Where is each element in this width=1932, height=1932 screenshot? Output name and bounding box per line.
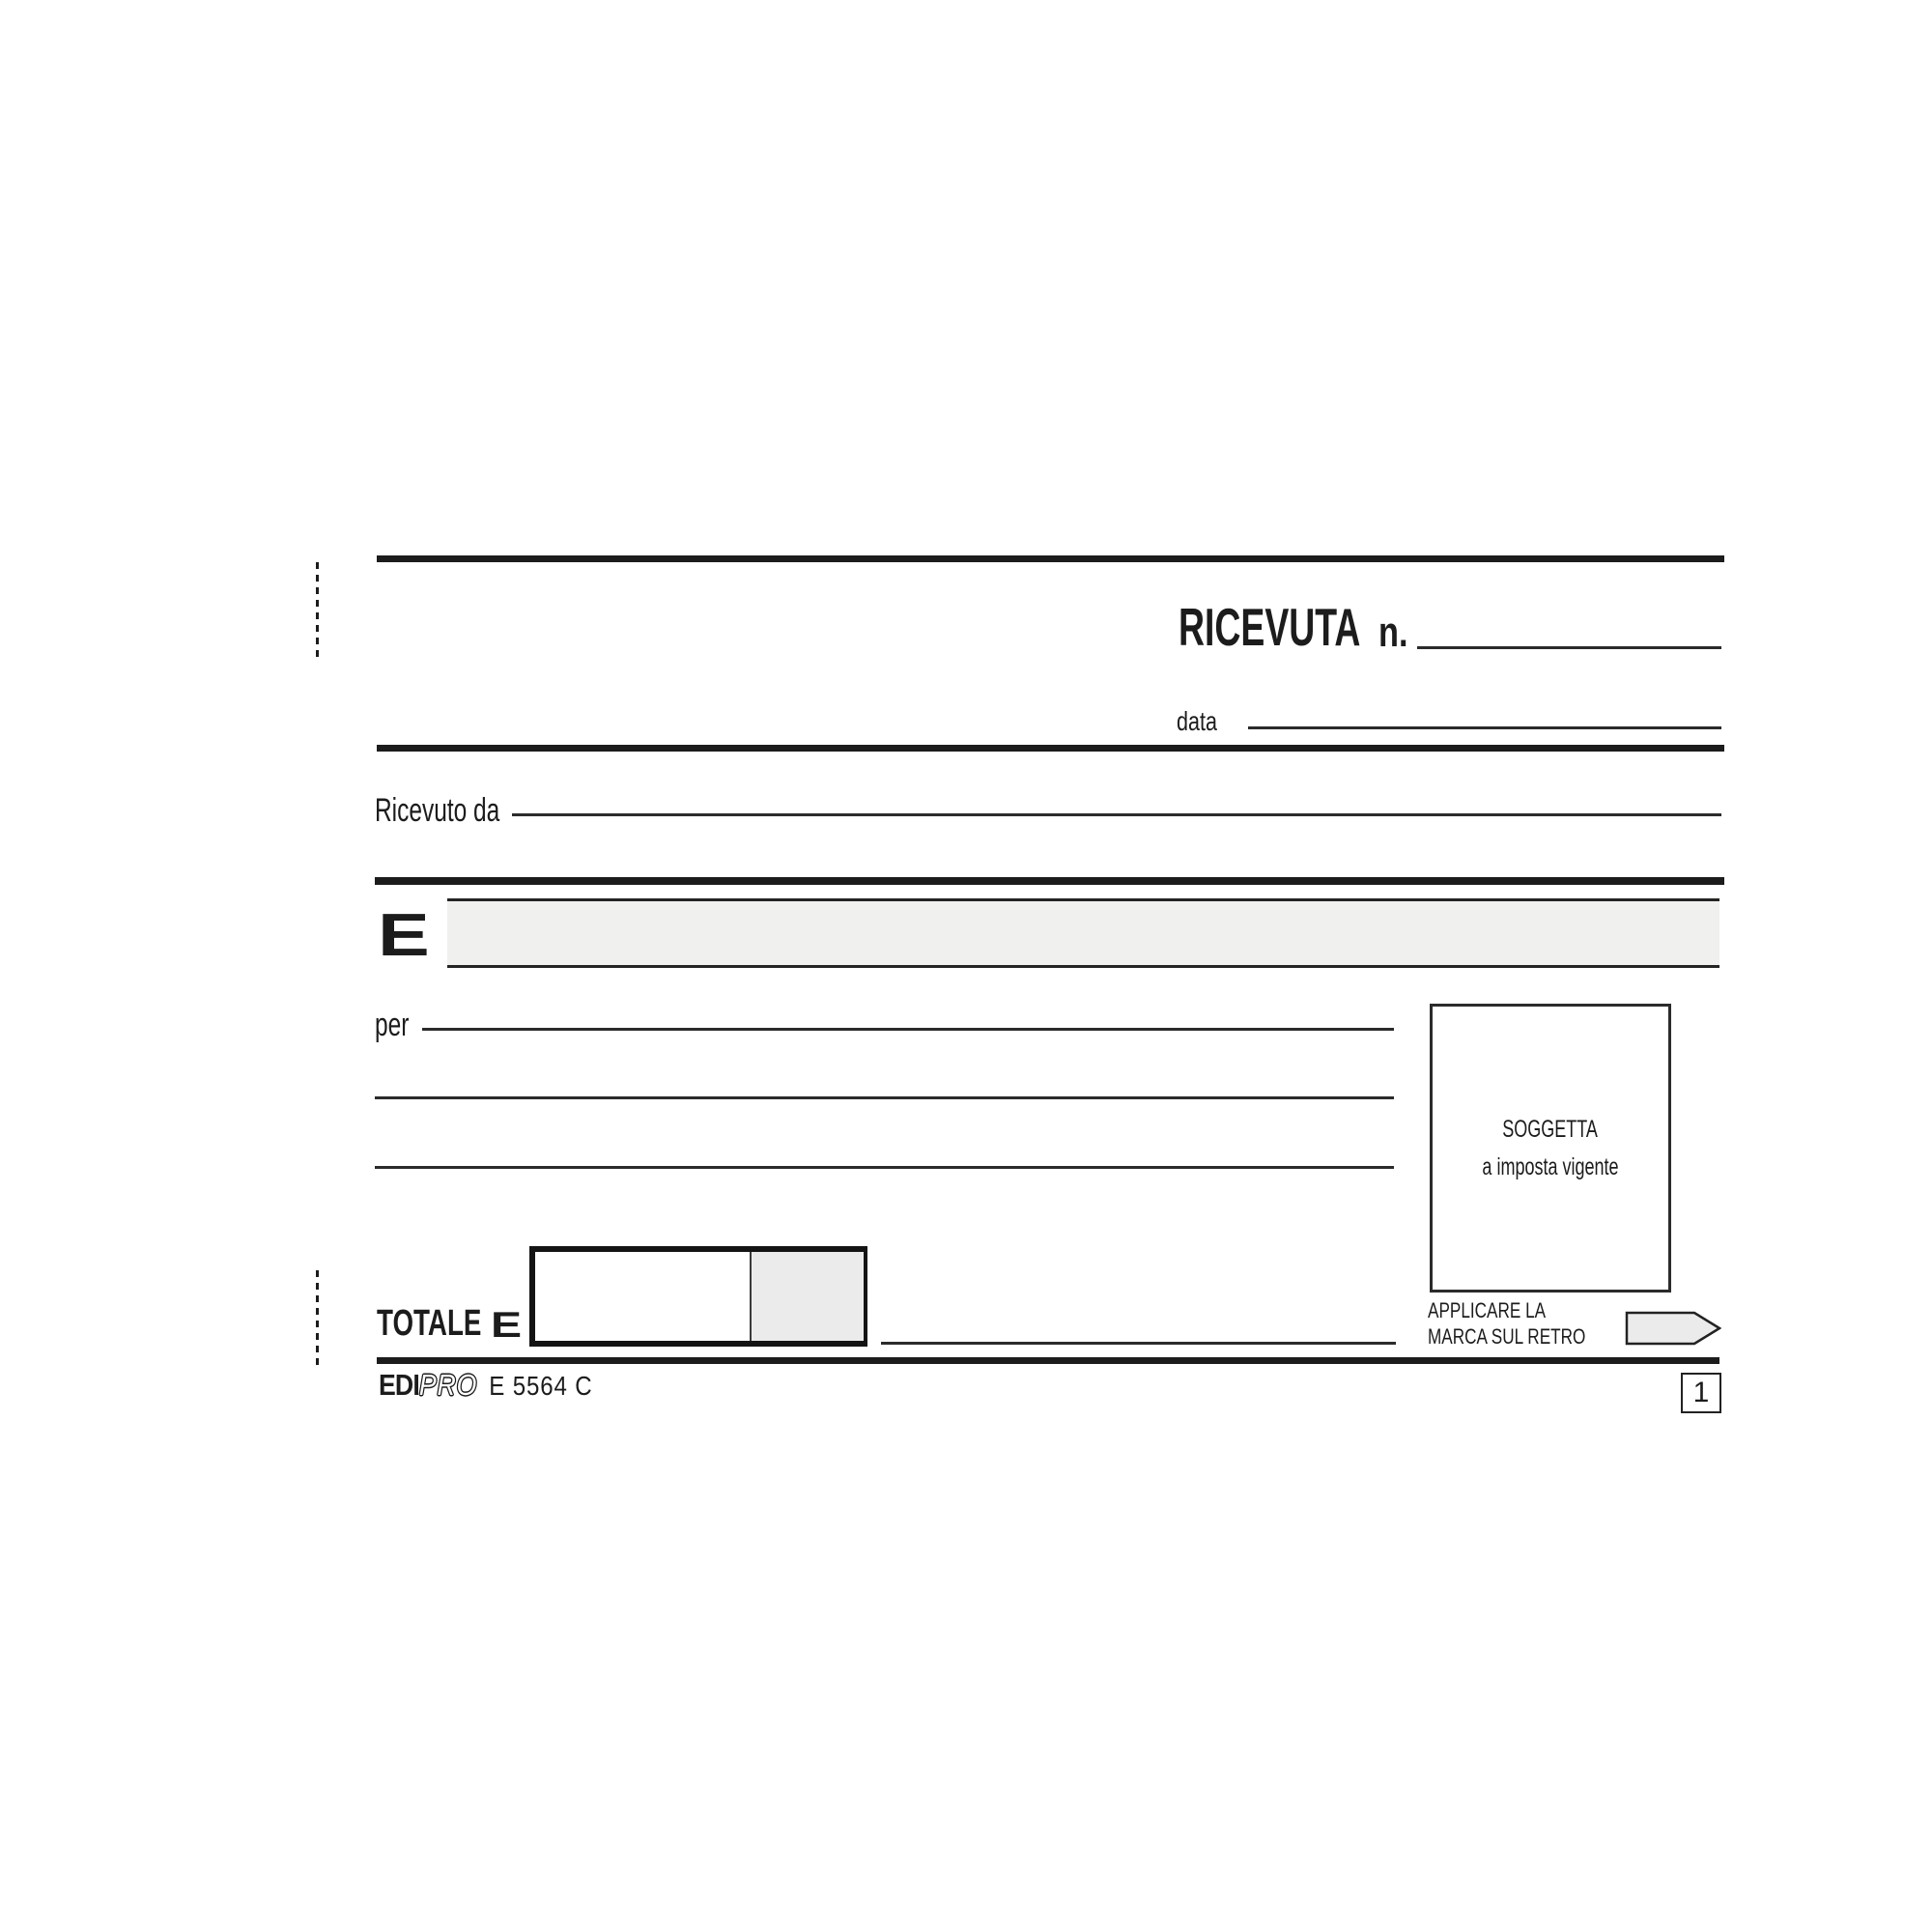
stamp-text-line1: SOGGETTA xyxy=(1502,1115,1599,1143)
total-label: TOTALE xyxy=(377,1303,482,1344)
total-cents-cell xyxy=(750,1252,864,1341)
product-code: E 5564 C xyxy=(489,1371,593,1401)
marca-arrow-icon xyxy=(1625,1311,1721,1346)
page-number-box xyxy=(1681,1373,1721,1413)
total-signature-line xyxy=(881,1342,1396,1345)
receipt-number-label: n. xyxy=(1378,609,1408,656)
stamp-note xyxy=(1428,1298,1585,1350)
amount-section-rule xyxy=(375,877,1724,885)
header-top-rule xyxy=(377,555,1724,562)
reason-line-1 xyxy=(422,1028,1394,1031)
brand-logo xyxy=(379,1368,593,1403)
footer-rule xyxy=(377,1357,1719,1364)
total-amount-box xyxy=(529,1246,867,1347)
reason-line-3 xyxy=(375,1166,1394,1169)
reason-line-2 xyxy=(375,1096,1394,1099)
date-label: data xyxy=(1177,706,1217,736)
amount-in-words-bar xyxy=(447,898,1719,968)
received-from-line xyxy=(512,813,1721,816)
reason-label: per xyxy=(375,1007,410,1043)
received-from-label: Ricevuto da xyxy=(375,792,500,829)
brand-logo-outline: PRO xyxy=(418,1368,478,1402)
total-euro-symbol: E xyxy=(491,1305,523,1345)
tax-stamp-box xyxy=(1430,1004,1671,1293)
brand-logo-bold: EDI xyxy=(379,1368,419,1402)
euro-symbol: E xyxy=(378,902,430,969)
date-line xyxy=(1248,726,1721,729)
perforation-dash-top xyxy=(316,562,319,658)
stamp-note-line2: MARCA SUL RETRO xyxy=(1428,1323,1586,1349)
perforation-dash-bottom xyxy=(316,1270,319,1366)
receipt-title: RICEVUTA xyxy=(1179,597,1361,657)
stamp-note-line1: APPLICARE LA xyxy=(1428,1298,1547,1322)
stamp-text-line2: a imposta vigente xyxy=(1482,1152,1619,1180)
header-bottom-rule xyxy=(377,745,1724,752)
page-number: 1 xyxy=(1692,1377,1710,1408)
receipt-number-line xyxy=(1417,646,1721,649)
